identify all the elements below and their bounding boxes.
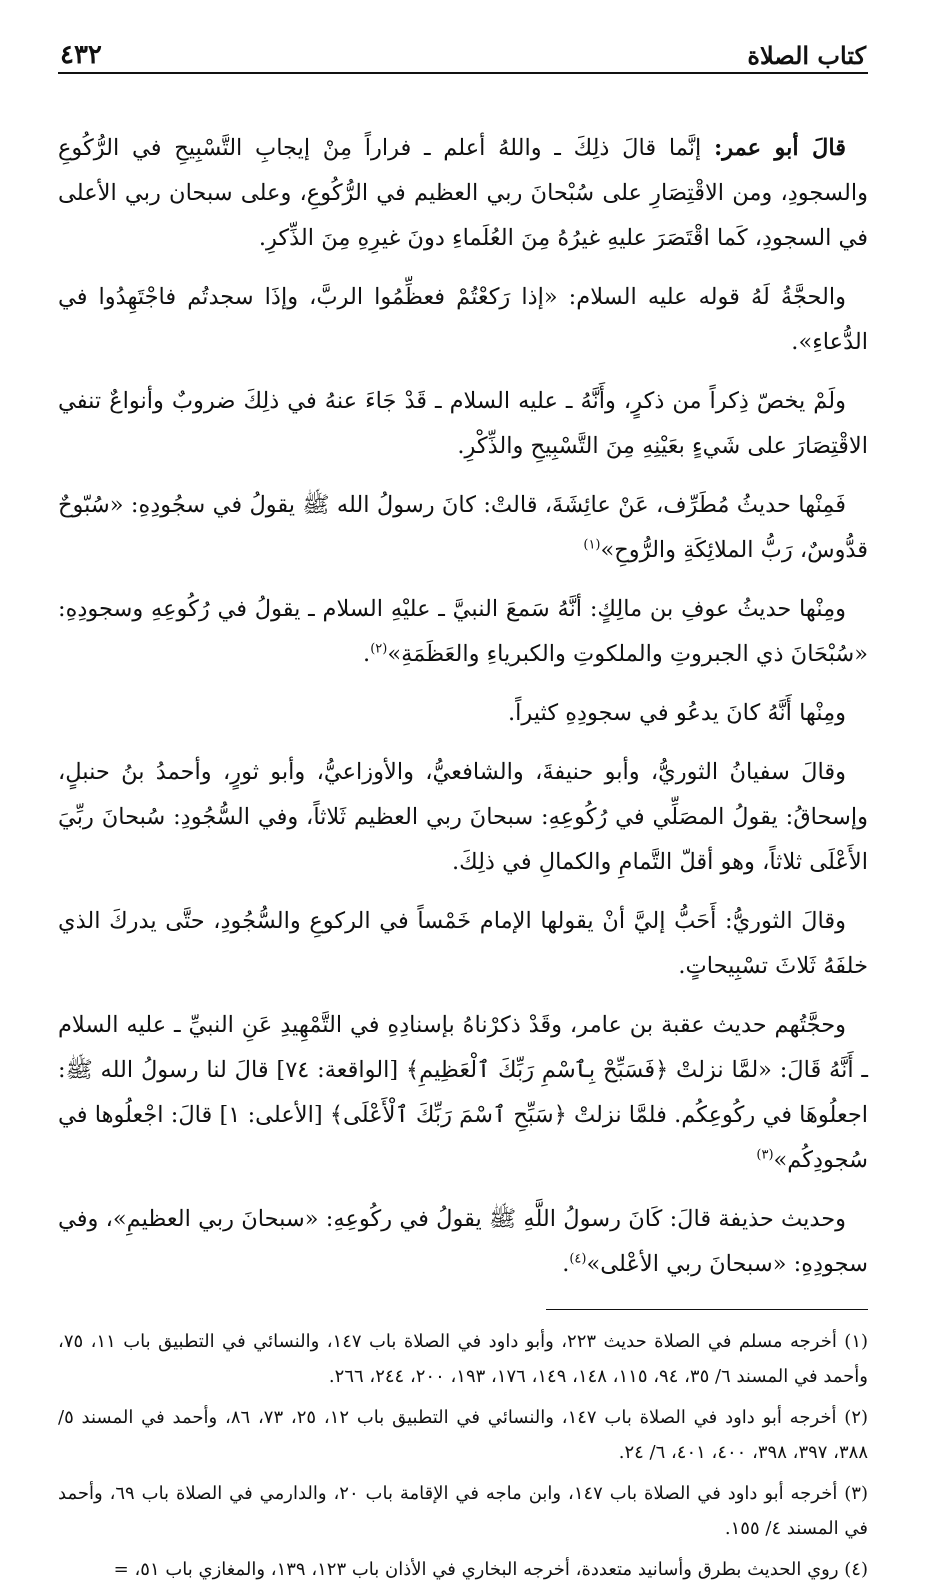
paragraph (58, 275, 868, 365)
footnote-marker: (٤) (569, 1251, 587, 1267)
paragraph (58, 899, 868, 989)
paragraph-text: وحجَّتُهم حديث عقبة بن عامر، وقَدْ ذكرْناهُ بإسنادِهِ في التَّمْهِيدِ عَنِ النبيِّ ـ عليه السلام ـ أَنَّهُ قَالَ: «لمَّا نزلتْ ﴿فَسَبِّحْ بِٱسْمِ رَبِّكَ ٱلْعَظِيمِ﴾ [الواقعة: ٧٤] قالَ لنا رسولُ الله ﷺ: اجعلُوهَا في ركُوعِكُم. فلمَّا نزلتْ ﴿سَبِّحِ ٱسْمَ رَبِّكَ ٱلْأَعْلَى﴾ [الأعلى: ١] قالَ: اجْعلُوها في سُجودِكُم» (58, 1012, 868, 1173)
paragraph (58, 379, 868, 469)
speaker-lead: قالَ أبو عمر: (713, 135, 847, 161)
paragraph-text: ومِنْها حديثُ عوفِ بن مالِكٍ: أنَّهُ سَمعَ النبيَّ ـ عليْهِ السلام ـ يقولُ في رُكُوعِهِ وسجودِهِ: «سُبْحَانَ ذي الجبروتِ والملكوتِ والكبرياءِ والعَظَمَةِ» (58, 596, 868, 667)
footnote: (٢) أخرجه أبو داود في الصلاة باب ١٤٧، والنسائي في التطبيق باب ١٢، ٢٥، ٧٣، ٨٦، وأحمد في المسند ٥/ ٣٨٨، ٣٩٧، ٣٩٨، ٤٠٠، ٤٠١، ٦/ ٢٤. (58, 1407, 869, 1463)
paragraph-text: إنَّما قالَ ذلِكَ ـ واللهُ أعلم ـ فراراً مِنْ إيجابِ التَّسْبِيحِ في الرُّكُوعِ والسجودِ، ومن الاقْتِصَارِ على سُبْحانَ ربي العظيم في الرُّكُوعِ، وعلى سبحان ربي الأعلى في السجودِ، كَما اقْتَصَرَ عليهِ غيرُهُ مِنَ العُلَماءِ دونَ غيرِهِ مِنَ الذِّكرِ. (58, 135, 868, 251)
paragraph-tail: . (363, 641, 371, 667)
paragraph (58, 1003, 868, 1183)
paragraph-text: وقالَ الثوريُّ: أَحَبُّ إليَّ أنْ يقولها الإمام خَمْساً في الركوعِ والسُّجُودِ، حتَّى يدركَ الذي خلفَهُ ثَلاثَ تسْبِيحاتٍ. (58, 908, 868, 979)
paragraph (58, 126, 868, 261)
footnote: (٤) روي الحديث بطرق وأسانيد متعددة، أخرجه البخاري في الأذان باب ١٢٣، ١٣٩، والمغازي باب ٥١، = (113, 1559, 868, 1580)
paragraph-text: ولَمْ يخصّ ذِكراً من ذكرٍ، وأَنَّهُ ـ عليه السلام ـ قَدْ جَاءَ عنهُ في ذلِكَ ضروبٌ وأنواعٌ تنفي الاقْتِصَارَ على شَيءٍ بعَيْنِهِ مِنَ التَّسْبِيحِ والذِّكْرِ. (58, 388, 868, 459)
paragraph-text: ومِنْها أَنَّهُ كانَ يدعُو في سجودِهِ كثيراً. (507, 700, 846, 726)
paragraph (58, 750, 868, 885)
main-text (58, 126, 868, 1287)
paragraph-tail: . (562, 1251, 570, 1277)
paragraph (58, 691, 868, 736)
paragraph-text: والحجَّةُ لَهُ قوله عليه السلام: «إذا رَكعْتُمْ فعظِّمُوا الربَّ، وإذَا سجدتُم فاجْتَهِدُوا في الدُّعاءِ». (58, 284, 868, 355)
footnote-marker: (٢) (370, 641, 388, 657)
paragraph-text: فَمِنْها حديثُ مُطَرِّف، عَنْ عائِشَةَ، قالتْ: كانَ رسولُ الله ﷺ يقولُ في سجُودِهِ: «سُبّوحٌ قدُّوسٌ، رَبُّ الملائِكَةِ والرُّوحِ» (58, 492, 868, 563)
running-header (58, 30, 868, 74)
footnote-divider (546, 1309, 868, 1310)
chapter-title: كتاب الصلاة (747, 41, 866, 70)
footnote: (٣) أخرجه أبو داود في الصلاة باب ١٤٧، وابن ماجه في الإقامة باب ٢٠، والدارمي في الصلاة باب ٦٩، وأحمد في المسند ٤/ ١٥٥. (58, 1483, 868, 1539)
footnote-marker: (١) (583, 537, 601, 553)
book-page (58, 30, 868, 1593)
footnote-marker: (٣) (756, 1147, 774, 1163)
footnotes (58, 1324, 868, 1587)
paragraph (58, 1197, 868, 1287)
footnote: (١) أخرجه مسلم في الصلاة حديث ٢٢٣، وأبو داود في الصلاة باب ١٤٧، والنسائي في التطبيق باب ١١، ٧٥، وأحمد في المسند ٦/ ٣٥، ٩٤، ١١٥، ١٤٨، ١٤٩، ١٧٦، ١٩٣، ٢٠٠، ٢٤٤، ٢٦٦. (58, 1331, 869, 1387)
paragraph (58, 483, 868, 573)
paragraph-text: وحديث حذيفة قالَ: كَانَ رسولُ اللَّهِ ﷺ يقولُ في ركُوعِهِ: «سبحانَ ربي العظيمِ»، وفي سجودِهِ: «سبحانَ ربي الأعْلى» (58, 1206, 868, 1277)
paragraph (58, 587, 868, 677)
paragraph-text: وقالَ سفيانُ الثوريُّ، وأبو حنيفةَ، والشافعيُّ، والأوزاعيُّ، وأبو ثورٍ، وأحمدُ بنُ حنبلٍ، وإسحاقُ: يقولُ المصَلِّي في رُكُوعِهِ: سبحانَ ربي العظيم ثَلاثاً، وفي السُّجُودِ: سُبحانَ ربِّيَ الأَعْلَى ثلاثاً، وهو أقلّ التَّمامِ والكمالِ في ذلِكَ. (58, 759, 868, 875)
page-number: ٤٣٢ (60, 40, 102, 70)
